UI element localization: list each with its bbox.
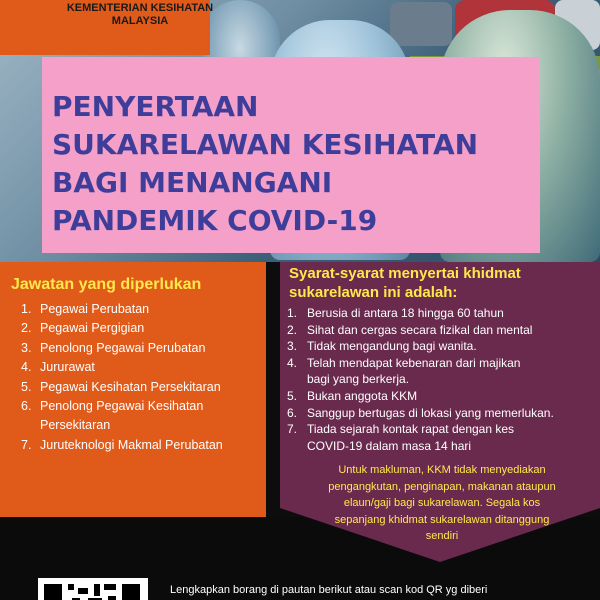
- title-line: PANDEMIK COVID-19: [52, 204, 378, 237]
- list-item: 5. Bukan anggota KKM: [287, 388, 418, 403]
- list-item: 6. Penolong Pegawai Kesihatan: [21, 399, 204, 414]
- title-line: SUKARELAWAN KESIHATAN: [52, 128, 479, 161]
- requirements-list: [282, 305, 594, 454]
- poster-title: [52, 88, 522, 240]
- list-item-continuation: bagi yang berkerja.: [307, 372, 410, 387]
- list-item: 4. Jururawat: [21, 360, 95, 375]
- list-item: 5. Pegawai Kesihatan Persekitaran: [21, 379, 221, 394]
- list-item: 3. Tidak mengandung bagi wanita.: [287, 339, 477, 354]
- jobs-list: [0, 300, 262, 455]
- title-line: BAGI MENANGANI: [52, 166, 333, 199]
- title-line: PENYERTAAN: [52, 90, 259, 123]
- requirements-heading: Syarat-syarat menyertai khidmat sukarelawan ini adalah:: [289, 265, 521, 301]
- jobs-heading: Jawatan yang diperlukan: [11, 276, 202, 293]
- car-shape: [390, 2, 452, 46]
- list-item: 2. Sihat dan cergas secara fizikal dan mental: [287, 322, 533, 337]
- list-item: 4. Telah mendapat kebenaran dari majikan: [287, 355, 521, 370]
- list-item: 2. Pegawai Pergigian: [21, 321, 145, 336]
- list-item: 7. Tiada sejarah kontak rapat dengan kes: [287, 422, 515, 437]
- ministry-name: [60, 2, 220, 28]
- disclaimer-note: Untuk makluman, KKM tidak menyediakan pengangkutan, penginapan, makanan ataupun elaun/gaji bagi sukarelawan. Segala kos sepanjang khidmat sukarelawan ditanggung sendiri: [328, 464, 556, 542]
- list-item: 3. Penolong Pegawai Perubatan: [21, 340, 206, 355]
- list-item: 7. Juruteknologi Makmal Perubatan: [21, 437, 223, 452]
- list-item: 6. Sanggup bertugas di lokasi yang memerlukan.: [287, 405, 554, 420]
- ministry-line-1: KEMENTERIAN KESIHATAN: [66, 2, 214, 14]
- list-item-continuation: Persekitaran: [40, 418, 111, 433]
- list-item: 1. Berusia di antara 18 hingga 60 tahun: [287, 306, 504, 320]
- ministry-line-2: MALAYSIA: [111, 15, 169, 27]
- list-item: 1. Pegawai Perubatan: [21, 302, 150, 316]
- qr-code-icon[interactable]: [38, 578, 148, 600]
- footer-instruction: Lengkapkan borang di pautan berikut atau scan kod QR yg diberi: [170, 584, 488, 596]
- list-item-continuation: COVID-19 dalam masa 14 hari: [307, 438, 472, 453]
